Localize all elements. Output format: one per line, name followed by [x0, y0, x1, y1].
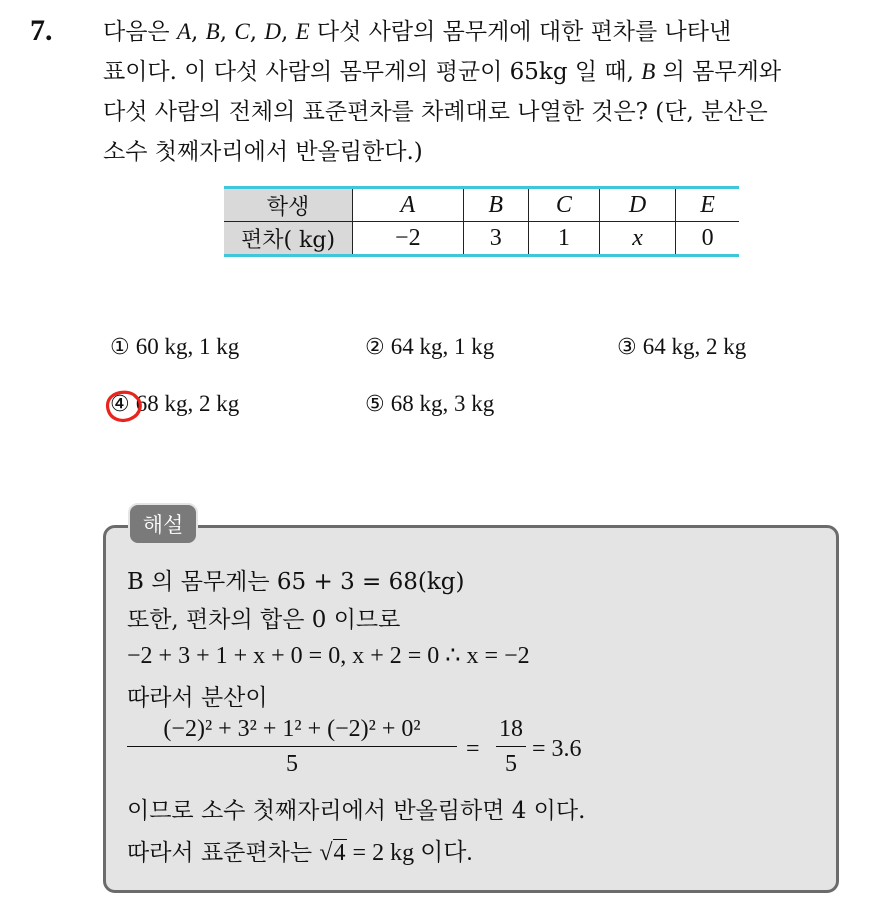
equals-sign: = [466, 736, 480, 762]
table-cell-deviation: 1 [528, 222, 599, 256]
table-cell-student: E [676, 188, 739, 222]
question-line-2: 표이다. 이 다섯 사람의 몸무게의 평균이 65kg 일 때, B 의 몸무게와 [103, 59, 782, 85]
question-line-1: 다음은 A, B, C, D, E 다섯 사람의 몸무게에 대한 편차를 나타낸 [103, 19, 732, 45]
choice-3[interactable] [617, 334, 746, 360]
table-cell-student: C [528, 188, 599, 222]
table-cell-student: A [353, 188, 464, 222]
table-header-label: 학생 [224, 188, 353, 222]
table-cell-deviation: 3 [463, 222, 528, 256]
choice-5-mark: ⑤ [365, 392, 385, 417]
solution-line-7 [127, 832, 472, 867]
table-row-deviations [224, 222, 739, 256]
solution-line-2: 또한, 편차의 합은 0 이므로 [127, 607, 401, 633]
result-denominator: 5 [505, 751, 517, 777]
sqrt-sign: √ [319, 840, 333, 866]
table-cell-deviation: x [599, 222, 675, 256]
solution-line-3: −2 + 3 + 1 + x + 0 = 0, x + 2 = 0 ∴ x = −2 [127, 643, 530, 669]
solution-line-7-pre: 따라서 표준편차는 [127, 840, 320, 866]
choice-1-mark: ① [110, 335, 130, 360]
table-cell-student: D [599, 188, 675, 222]
variance-fraction [127, 716, 457, 778]
choice-2-text: 64 kg, 1 kg [390, 334, 495, 359]
table-row-students [224, 188, 739, 222]
choice-5[interactable] [365, 391, 494, 417]
table-cell-deviation: 0 [676, 222, 739, 256]
solution-line-6: 이므로 소수 첫째자리에서 반올림하면 4 이다. [127, 798, 586, 824]
choice-4-text: 68 kg, 2 kg [135, 391, 240, 416]
table-cell-deviation: −2 [353, 222, 464, 256]
choice-1[interactable] [110, 334, 239, 360]
choice-3-text: 64 kg, 2 kg [642, 334, 747, 359]
choice-4-mark: ④ [110, 392, 130, 417]
choice-5-text: 68 kg, 3 kg [390, 391, 495, 416]
table-row-label: 편차( kg) [224, 222, 353, 256]
result-numerator: 18 [496, 716, 526, 747]
deviation-table [224, 186, 739, 257]
solution-tag: 해설 [128, 503, 198, 545]
choice-3-mark: ③ [617, 335, 637, 360]
choice-1-text: 60 kg, 1 kg [135, 334, 240, 359]
variance-numerator: (−2)² + 3² + 1² + (−2)² + 0² [127, 716, 457, 747]
choice-2-mark: ② [365, 335, 385, 360]
question-line-4: 소수 첫째자리에서 반올림한다.) [103, 139, 423, 165]
variance-result: = 3.6 [532, 736, 582, 762]
answer-circle-icon [104, 389, 144, 423]
question-line-3: 다섯 사람의 전체의 표준편차를 차례대로 나열한 것은? (단, 분산은 [103, 99, 768, 125]
variance-denominator: 5 [286, 751, 298, 777]
sqrt-value: 4 [333, 840, 346, 866]
question-text [103, 12, 863, 172]
choice-2[interactable] [365, 334, 494, 360]
solution-line-4: 따라서 분산이 [127, 685, 268, 711]
solution-line-1: B 의 몸무게는 65 + 3 = 68(kg) [127, 569, 465, 595]
result-fraction [496, 716, 526, 778]
solution-line-7-post: = 2 kg 이다. [346, 840, 473, 866]
question-number: 7. [30, 14, 53, 47]
table-cell-student: B [463, 188, 528, 222]
